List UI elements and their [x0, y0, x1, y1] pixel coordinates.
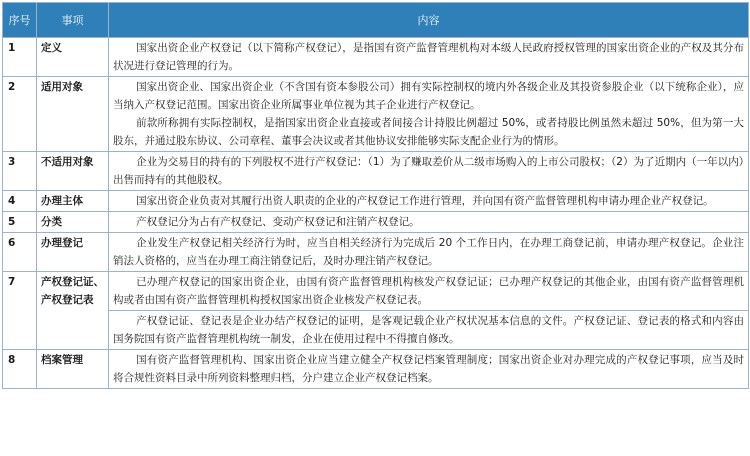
row-item: 档案管理	[37, 350, 109, 389]
row-item: 定义	[37, 38, 109, 77]
header-no: 序号	[3, 3, 37, 38]
table-subrow	[3, 311, 749, 350]
table-row	[3, 191, 749, 212]
row-no: 1	[3, 38, 37, 77]
row-no: 7	[3, 272, 37, 350]
row-no: 2	[3, 77, 37, 152]
content-paragraph: 国家出资企业负责对其履行出资人职责的企业的产权登记工作进行管理，并向国有资产监督管理机构申请办理企业产权登记。	[136, 195, 714, 207]
table-header-row	[3, 3, 749, 38]
row-content	[109, 77, 749, 152]
header-item: 事项	[37, 3, 109, 38]
row-no: 3	[3, 152, 37, 191]
row-content	[109, 38, 749, 77]
table-row	[3, 233, 749, 272]
row-item: 办理主体	[37, 191, 109, 212]
property-registration-table	[2, 2, 749, 389]
content-paragraph: 前款所称拥有实际控制权，是指国家出资企业直接或者间接合计持股比例超过 50%，或者持股比例虽然未超过 50%，但为第一大股东，并通过股东协议、公司章程、董事会决议或者其他协议安排能够实际支配企业行为的情形。	[113, 117, 744, 147]
table-row	[3, 38, 749, 77]
table-row	[3, 152, 749, 191]
document-page	[2, 2, 748, 452]
row-item: 适用对象	[37, 77, 109, 152]
content-paragraph: 国有资产监督管理机构、国家出资企业应当建立健全产权登记档案管理制度；国家出资企业对办理完成的产权登记事项，应当及时将合规性资料目录中所列资料整理归档，分户建立企业产权登记档案。	[113, 354, 744, 384]
content-paragraph: 企业发生产权登记相关经济行为时，应当自相关经济行为完成后 20 个工作日内，在办理工商登记前，申请办理产权登记。企业注销法人资格的，应当在办理工商注销登记后，及时办理注销产权登记。	[113, 237, 744, 267]
row-content	[109, 152, 749, 191]
row-item: 办理登记	[37, 233, 109, 272]
table-row	[3, 272, 749, 311]
row-content	[109, 191, 749, 212]
row-content	[109, 272, 749, 311]
row-content	[109, 350, 749, 389]
content-paragraph: 已办理产权登记的国家出资企业，由国有资产监督管理机构核发产权登记证；已办理产权登记的其他企业，由国有资产监督管理机构或者由国有资产监督管理机构授权国家出资企业核发产权登记表。	[113, 276, 744, 306]
row-content	[109, 212, 749, 233]
content-paragraph: 国家出资企业产权登记（以下简称产权登记），是指国有资产监督管理机构对本级人民政府授权管理的国家出资企业的产权及其分布状况进行登记管理的行为。	[113, 42, 744, 72]
row-item: 产权登记证、产权登记表	[37, 272, 109, 350]
row-content	[109, 233, 749, 272]
row-content	[109, 311, 749, 350]
row-no: 4	[3, 191, 37, 212]
table-row	[3, 350, 749, 389]
content-paragraph: 国家出资企业、国家出资企业（不含国有资本参股公司）拥有实际控制权的境内外各级企业及其投资参股企业（以下统称企业），应当纳入产权登记范围。国家出资企业所属事业单位视为其子企业进行产权登记。	[113, 81, 744, 111]
row-item: 不适用对象	[37, 152, 109, 191]
content-paragraph: 产权登记证、登记表是企业办结产权登记的证明，是客观记载企业产权状况基本信息的文件。产权登记证、登记表的格式和内容由国务院国有资产监督管理机构统一制发，企业在使用过程中不得擅自修改。	[113, 315, 744, 345]
content-paragraph: 企业为交易目的持有的下列股权不进行产权登记：（1）为了赚取差价从二级市场购入的上市公司股权；（2）为了近期内（一年以内）出售而持有的其他股权。	[113, 156, 744, 186]
table-row	[3, 77, 749, 152]
row-no: 6	[3, 233, 37, 272]
header-content: 内容	[109, 3, 749, 38]
content-paragraph: 产权登记分为占有产权登记、变动产权登记和注销产权登记。	[136, 216, 420, 228]
row-no: 5	[3, 212, 37, 233]
row-item: 分类	[37, 212, 109, 233]
table-row	[3, 212, 749, 233]
row-no: 8	[3, 350, 37, 389]
